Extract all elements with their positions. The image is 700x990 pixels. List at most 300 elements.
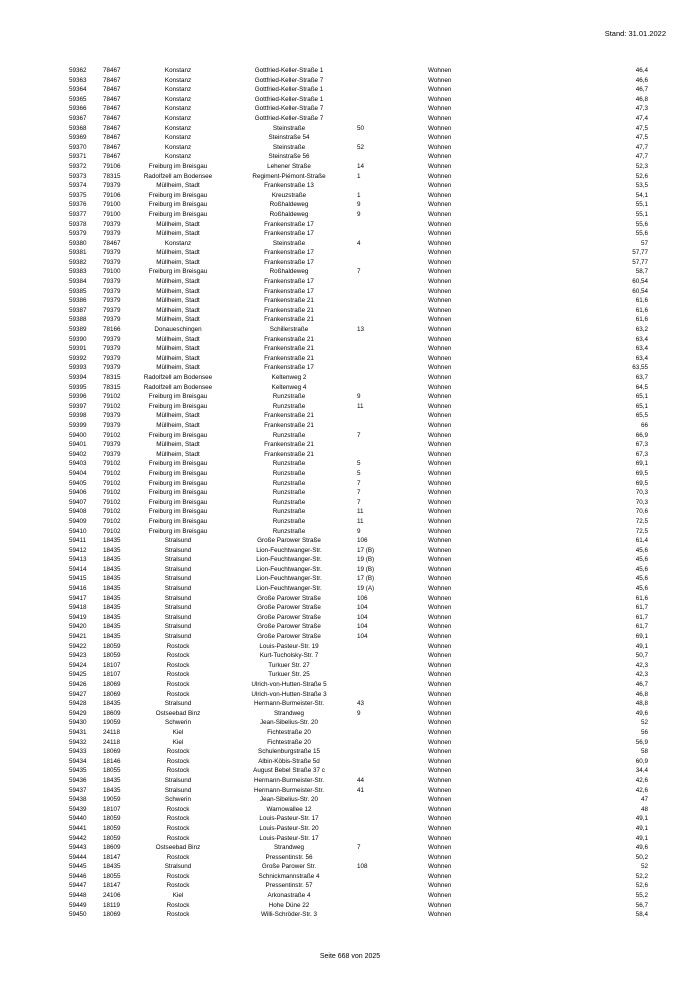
street: Frankenstraße 17 [264,364,314,372]
row-id: 59373 [69,172,87,180]
area-value: 69,1 [635,460,648,468]
usage: Wohnen [428,565,452,573]
row-id: 59372 [69,162,87,170]
postal-code: 18435 [103,575,121,583]
row-id: 59379 [69,230,87,238]
postal-code: 78467 [103,95,121,103]
city: Stralsund [164,556,192,564]
row-id: 59404 [69,469,87,477]
area-value: 65,1 [635,402,648,410]
street: Große Parower Str. [261,863,317,871]
city: Rostock [166,652,190,660]
street: Schnickmannstraße 4 [258,872,320,880]
area-value: 70,3 [635,498,648,506]
street: Runzstraße [272,498,306,506]
postal-code: 79102 [103,431,121,439]
city: Konstanz [164,114,192,122]
usage: Wohnen [428,489,452,497]
area-value: 34,4 [635,767,648,775]
area-value: 56,9 [635,738,648,746]
table-row [0,881,700,891]
street: Louis-Pasteur-Str. 20 [259,824,319,832]
area-value: 57,77 [632,249,648,257]
street: Frankenstraße 13 [264,182,314,190]
usage: Wohnen [428,748,452,756]
postal-code: 79102 [103,402,121,410]
city: Rostock [166,911,190,919]
street: Jean-Sibelius-Str. 20 [259,719,319,727]
table-row [0,172,700,182]
street: Turkuer Str. 25 [268,671,310,679]
postal-code: 18055 [103,872,121,880]
table-row [0,95,700,105]
usage: Wohnen [428,460,452,468]
row-id: 59363 [69,76,87,84]
table-row [0,738,700,748]
area-value: 72,5 [635,527,648,535]
city: Müllheim, Stadt [156,258,200,266]
usage: Wohnen [428,402,452,410]
street: Hermann-Burmeister-Str. [254,776,324,784]
postal-code: 18107 [103,671,121,679]
city: Freiburg im Breisgau [148,508,208,516]
usage: Wohnen [428,421,452,429]
city: Stralsund [164,613,192,621]
city: Radolfzell am Bodensee [143,172,213,180]
city: Stralsund [164,604,192,612]
postal-code: 79379 [103,335,121,343]
area-value: 46,7 [635,681,648,688]
postal-code: 18435 [103,565,121,573]
postal-code: 79379 [103,441,121,449]
row-id: 59375 [69,191,87,199]
area-value: 47,5 [635,124,648,132]
postal-code: 79379 [103,354,121,362]
house-number: 106 [357,537,368,545]
area-value: 52 [640,863,648,871]
table-row [0,488,700,498]
usage: Wohnen [428,738,452,746]
street: Große Parower Straße [257,633,321,641]
usage: Wohnen [428,297,452,305]
street: Frankenstraße 17 [264,287,314,295]
area-value: 63,7 [635,374,648,381]
area-value: 47,7 [635,153,648,161]
usage: Wohnen [428,556,452,564]
city: Freiburg im Breisgau [148,162,208,170]
city: Müllheim, Stadt [156,182,200,190]
row-id: 59417 [69,594,87,602]
table-row [0,287,700,297]
row-id: 59425 [69,671,87,679]
postal-code: 78467 [103,76,121,84]
street: Hermann-Burmeister-Str. [254,700,324,708]
table-row [0,517,700,527]
usage: Wohnen [428,249,452,257]
row-id: 59430 [69,719,87,727]
city: Rostock [166,901,190,909]
table-row [0,728,700,738]
usage: Wohnen [428,585,452,593]
street: Frankenstraße 21 [264,316,314,324]
row-id: 59364 [69,86,87,94]
area-value: 55,2 [635,892,648,900]
street: Willi-Schröder-Str. 3 [261,911,317,919]
street: Frankenstraße 21 [264,450,314,458]
postal-code: 78467 [103,153,121,161]
house-number: 44 [357,776,365,784]
row-id: 59428 [69,700,87,708]
city: Müllheim, Stadt [156,306,200,314]
area-value: 45,6 [635,546,648,554]
street: Große Parower Straße [257,594,321,602]
postal-code: 19059 [103,719,121,727]
city: Müllheim, Stadt [156,450,200,458]
row-id: 59424 [69,661,87,669]
area-value: 63,4 [635,335,648,343]
table-row [0,220,700,230]
city: Freiburg im Breisgau [148,479,208,487]
area-value: 52,2 [635,872,648,880]
house-number: 104 [357,613,368,621]
area-value: 45,6 [635,565,648,573]
postal-code: 79379 [103,306,121,314]
row-id: 59449 [69,901,87,909]
house-number: 104 [357,633,368,641]
usage: Wohnen [428,335,452,343]
street: Turkuer Str. 27 [268,661,310,669]
city: Müllheim, Stadt [156,297,200,305]
row-id: 59434 [69,757,87,765]
area-value: 61,6 [635,297,648,305]
house-number: 19 (B) [357,565,375,573]
street: Regiment-Piémont-Straße [252,172,326,180]
street: Ulrich-von-Hutten-Straße 5 [251,681,327,688]
table-row [0,133,700,143]
postal-code: 79100 [103,201,121,209]
postal-code: 18435 [103,604,121,612]
house-number: 9 [357,527,361,535]
city: Donaueschingen [154,326,202,334]
area-value: 42,6 [635,786,648,794]
table-row [0,325,700,335]
usage: Wohnen [428,450,452,458]
row-id: 59447 [69,882,87,890]
table-row [0,651,700,661]
postal-code: 79379 [103,249,121,257]
postal-code: 79102 [103,393,121,401]
city: Stralsund [164,594,192,602]
street: Roßhaldeweg [269,201,309,209]
table-row [0,670,700,680]
usage: Wohnen [428,508,452,516]
postal-code: 18435 [103,585,121,593]
row-id: 59421 [69,633,87,641]
street: Louis-Pasteur-Str. 17 [259,834,319,842]
city: Freiburg im Breisgau [148,469,208,477]
street: Gottfried-Keller-Straße 1 [254,67,324,74]
house-number: 5 [357,460,361,468]
postal-code: 79102 [103,517,121,525]
table-row [0,479,700,489]
area-value: 46,8 [635,690,648,698]
row-id: 59399 [69,421,87,429]
usage: Wohnen [428,498,452,506]
city: Müllheim, Stadt [156,421,200,429]
street: Keltenweg 2 [271,374,307,381]
area-value: 54,1 [635,191,648,199]
row-id: 59398 [69,412,87,420]
row-id: 59431 [69,728,87,736]
row-id: 59389 [69,326,87,334]
row-id: 59369 [69,134,87,142]
table-row [0,862,700,872]
table-row [0,527,700,537]
usage: Wohnen [428,613,452,621]
city: Müllheim, Stadt [156,278,200,286]
usage: Wohnen [428,67,452,74]
row-id: 59438 [69,796,87,804]
street: Frankenstraße 17 [264,230,314,238]
area-value: 63,2 [635,326,648,334]
table-row [0,354,700,364]
table-row [0,805,700,815]
house-number: 19 (A) [357,585,375,593]
street: Steinstraße 54 [268,134,310,142]
table-row [0,776,700,786]
street: Schillerstraße [269,326,309,334]
area-value: 63,55 [632,364,648,372]
usage: Wohnen [428,728,452,736]
usage: Wohnen [428,441,452,449]
street: Frankenstraße 17 [264,249,314,257]
street: Frankenstraße 17 [264,258,314,266]
usage: Wohnen [428,872,452,880]
city: Konstanz [164,76,192,84]
row-id: 59395 [69,383,87,391]
area-value: 45,6 [635,575,648,583]
area-value: 64,5 [635,383,648,391]
street: Runzstraße [272,527,306,535]
row-id: 59370 [69,143,87,151]
house-number: 43 [357,700,365,708]
usage: Wohnen [428,316,452,324]
table-row [0,622,700,632]
usage: Wohnen [428,114,452,122]
area-value: 65,1 [635,393,648,401]
row-id: 59420 [69,623,87,631]
row-id: 59406 [69,489,87,497]
city: Rostock [166,642,190,650]
usage: Wohnen [428,671,452,679]
street: Runzstraße [272,393,306,401]
usage: Wohnen [428,191,452,199]
house-number: 9 [357,201,361,209]
city: Müllheim, Stadt [156,354,200,362]
area-value: 45,6 [635,585,648,593]
row-id: 59383 [69,268,87,276]
usage: Wohnen [428,201,452,209]
house-number: 106 [357,594,368,602]
table-row [0,766,700,776]
city: Freiburg im Breisgau [148,393,208,401]
street: Lehener Straße [267,162,311,170]
usage: Wohnen [428,95,452,103]
postal-code: 79102 [103,527,121,535]
area-value: 42,3 [635,661,648,669]
postal-code: 18609 [103,844,121,852]
usage: Wohnen [428,354,452,362]
city: Rostock [166,815,190,823]
table-row [0,248,700,258]
usage: Wohnen [428,431,452,439]
postal-code: 79379 [103,364,121,372]
city: Stralsund [164,537,192,545]
postal-code: 18146 [103,757,121,765]
area-value: 72,5 [635,517,648,525]
row-id: 59418 [69,604,87,612]
city: Ostseebad Binz [155,709,201,717]
house-number: 1 [357,172,361,180]
street: Runzstraße [272,402,306,410]
table-row [0,795,700,805]
postal-code: 79102 [103,479,121,487]
area-value: 49,1 [635,834,648,842]
table-row [0,363,700,373]
data-table [0,66,700,920]
street: Hermann-Burmeister-Str. [254,786,324,794]
area-value: 67,3 [635,450,648,458]
area-value: 61,7 [635,623,648,631]
postal-code: 79379 [103,450,121,458]
table-row [0,104,700,114]
house-number: 13 [357,326,365,334]
usage: Wohnen [428,76,452,84]
table-row [0,680,700,690]
postal-code: 79379 [103,278,121,286]
table-row [0,507,700,517]
city: Müllheim, Stadt [156,441,200,449]
street: Pressentinstr. 57 [265,882,313,890]
row-id: 59403 [69,460,87,468]
street: Steinstraße [272,143,306,151]
row-id: 59377 [69,210,87,218]
postal-code: 18069 [103,911,121,919]
usage: Wohnen [428,911,452,919]
city: Stralsund [164,776,192,784]
row-id: 59365 [69,95,87,103]
city: Konstanz [164,95,192,103]
table-row [0,450,700,460]
street: Frankenstraße 21 [264,345,314,353]
postal-code: 18119 [103,901,121,909]
postal-code: 18059 [103,652,121,660]
house-number: 9 [357,210,361,218]
street: Steinstraße [272,124,306,132]
city: Müllheim, Stadt [156,335,200,343]
usage: Wohnen [428,210,452,218]
row-id: 59446 [69,872,87,880]
postal-code: 78467 [103,143,121,151]
postal-code: 79379 [103,287,121,295]
street: Große Parower Straße [257,613,321,621]
row-id: 59435 [69,767,87,775]
area-value: 45,6 [635,556,648,564]
area-value: 47,4 [635,114,648,122]
street: Große Parower Straße [257,537,321,545]
row-id: 59384 [69,278,87,286]
street: Frankenstraße 21 [264,441,314,449]
row-id: 59393 [69,364,87,372]
area-value: 46,7 [635,86,648,94]
usage: Wohnen [428,767,452,775]
usage: Wohnen [428,901,452,909]
usage: Wohnen [428,652,452,660]
city: Konstanz [164,105,192,113]
street: Runzstraße [272,479,306,487]
usage: Wohnen [428,719,452,727]
city: Stralsund [164,786,192,794]
area-value: 49,1 [635,815,648,823]
city: Rostock [166,824,190,832]
area-value: 47,7 [635,143,648,151]
city: Müllheim, Stadt [156,316,200,324]
row-id: 59408 [69,508,87,516]
city: Schwerin [165,796,191,804]
table-row [0,574,700,584]
table-row [0,162,700,172]
house-number: 7 [357,489,361,497]
city: Konstanz [164,153,192,161]
street: Albin-Köbis-Straße 5d [258,757,320,765]
postal-code: 78315 [103,172,121,180]
table-row [0,891,700,901]
house-number: 7 [357,268,361,276]
row-id: 59426 [69,681,87,688]
house-number: 50 [357,124,365,132]
row-id: 59382 [69,258,87,266]
city: Freiburg im Breisgau [148,402,208,410]
city: Konstanz [164,124,192,132]
street: Strandweg [273,844,305,852]
postal-code: 79379 [103,421,121,429]
table-row [0,383,700,393]
house-number: 7 [357,431,361,439]
row-id: 59427 [69,690,87,698]
street: Strandweg [273,709,305,717]
table-row [0,498,700,508]
area-value: 58,7 [635,268,648,276]
house-number: 5 [357,469,361,477]
row-id: 59380 [69,239,87,247]
city: Freiburg im Breisgau [148,210,208,218]
usage: Wohnen [428,287,452,295]
row-id: 59413 [69,556,87,564]
postal-code: 24106 [103,892,121,900]
table-row [0,306,700,316]
table-row [0,315,700,325]
city: Müllheim, Stadt [156,345,200,353]
table-row [0,181,700,191]
city: Stralsund [164,633,192,641]
usage: Wohnen [428,681,452,688]
street: Gottfried-Keller-Straße 1 [254,95,324,103]
row-id: 59371 [69,153,87,161]
usage: Wohnen [428,892,452,900]
city: Müllheim, Stadt [156,220,200,228]
area-value: 52,3 [635,162,648,170]
usage: Wohnen [428,258,452,266]
